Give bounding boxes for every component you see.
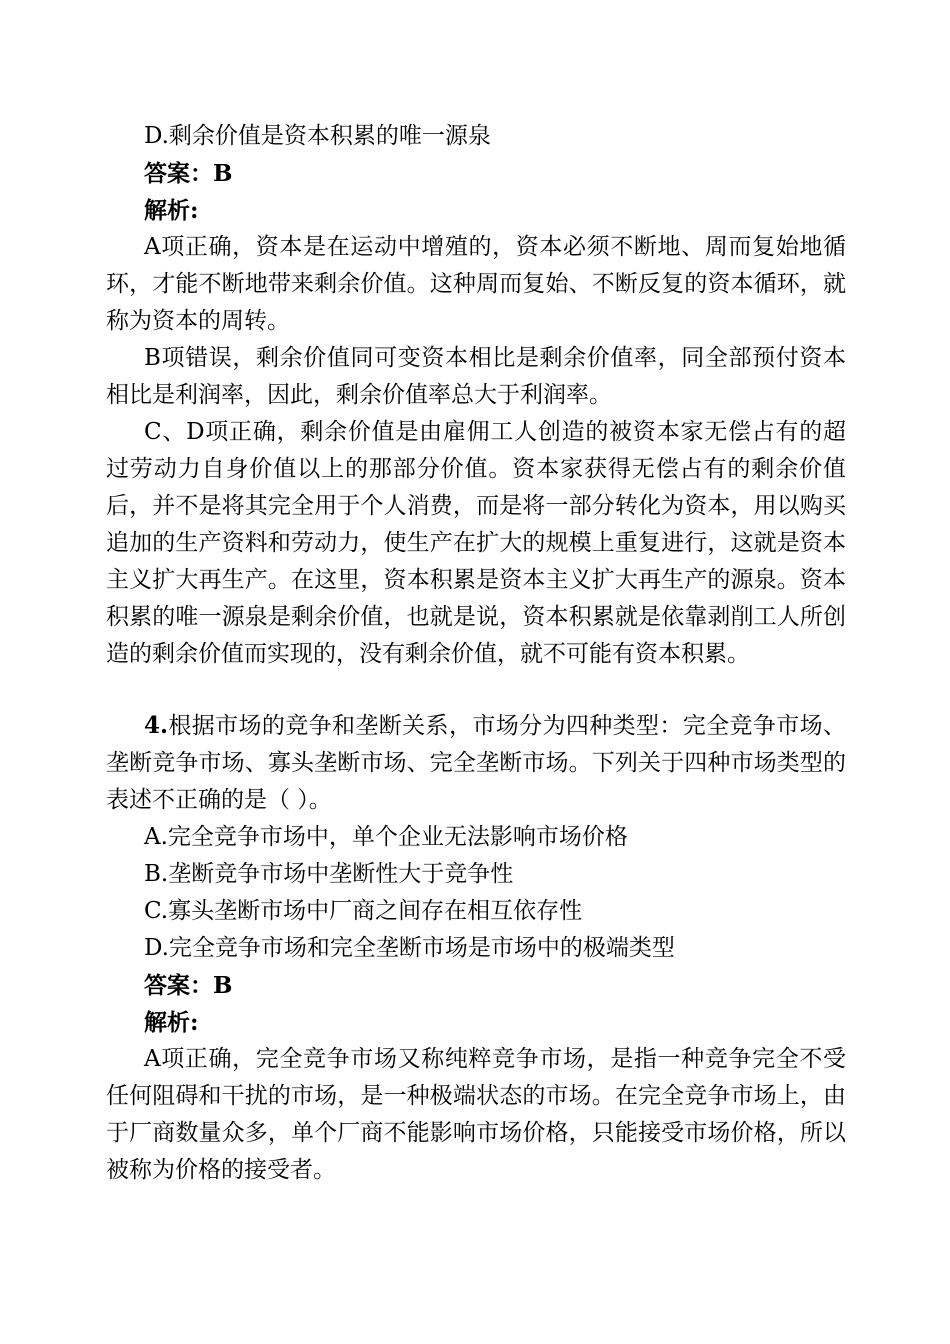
- option-a: A.完全竞争市场中，单个企业无法影响市场价格: [144, 824, 628, 850]
- prev-analysis-label: 解析:: [144, 197, 199, 224]
- prev-option-d: D.剩余价值是资本积累的唯一源泉: [144, 123, 491, 149]
- question-stem-text: 根据市场的竞争和垄断关系，市场分为四种类型：完全竞争市场、垄断竞争市场、寡头垄断市场、完全垄断市场。下列关于四种市场类型的表述不正确的是（ ）。: [106, 713, 846, 813]
- section-gap: [106, 673, 846, 707]
- question-4-stem: [106, 707, 846, 819]
- prev-explanation-b: B项错误，剩余价值同可变资本相比是剩余价值率，同全部预付资本相比是利润率，因此，剩余价值率总大于利润率。: [106, 345, 846, 408]
- option-b: B.垄断竞争市场中垄断性大于竞争性: [144, 861, 514, 887]
- prev-explanation-cd: C、D项正确，剩余价值是由雇佣工人创造的被资本家无偿占有的超过劳动力自身价值以上的那部分价值。资本家获得无偿占有的剩余价值后，并不是将其完全用于个人消费，而是将一部分转化为资本，用以购买追加的生产资料和劳动力，使生产在扩大的规模上重复进行，这就是资本主义扩大再生产。在这里，资本积累是资本主义扩大再生产的源泉。资本积累的唯一源泉是剩余价值，也就是说，资本积累就是依靠剥削工人所创造的剩余价值而实现的，没有剩余价值，就不可能有资本积累。: [106, 419, 846, 667]
- explanation-a: A项正确，完全竞争市场又称纯粹竞争市场，是指一种竞争完全不受任何阻碍和干扰的市场，是一种极端状态的市场。在完全竞争市场上，由于厂商数量众多，单个厂商不能影响市场价格，只能接受市场价格，所以被称为价格的接受者。: [106, 1046, 846, 1183]
- option-c: C.寡头垄断市场中厂商之间存在相互依存性: [144, 898, 583, 924]
- document-content: [106, 118, 846, 1189]
- prev-answer: 答案：B: [144, 160, 233, 187]
- answer: 答案：B: [144, 972, 233, 999]
- question-number: 4.: [144, 712, 169, 739]
- analysis-label: 解析:: [144, 1009, 199, 1036]
- option-d: D.完全竞争市场和完全垄断市场是市场中的极端类型: [144, 935, 675, 961]
- prev-explanation-a: A项正确，资本是在运动中增殖的，资本必须不断地、周而复始地循环，才能不断地带来剩余价值。这种周而复始、不断反复的资本循环，就称为资本的周转。: [106, 234, 846, 334]
